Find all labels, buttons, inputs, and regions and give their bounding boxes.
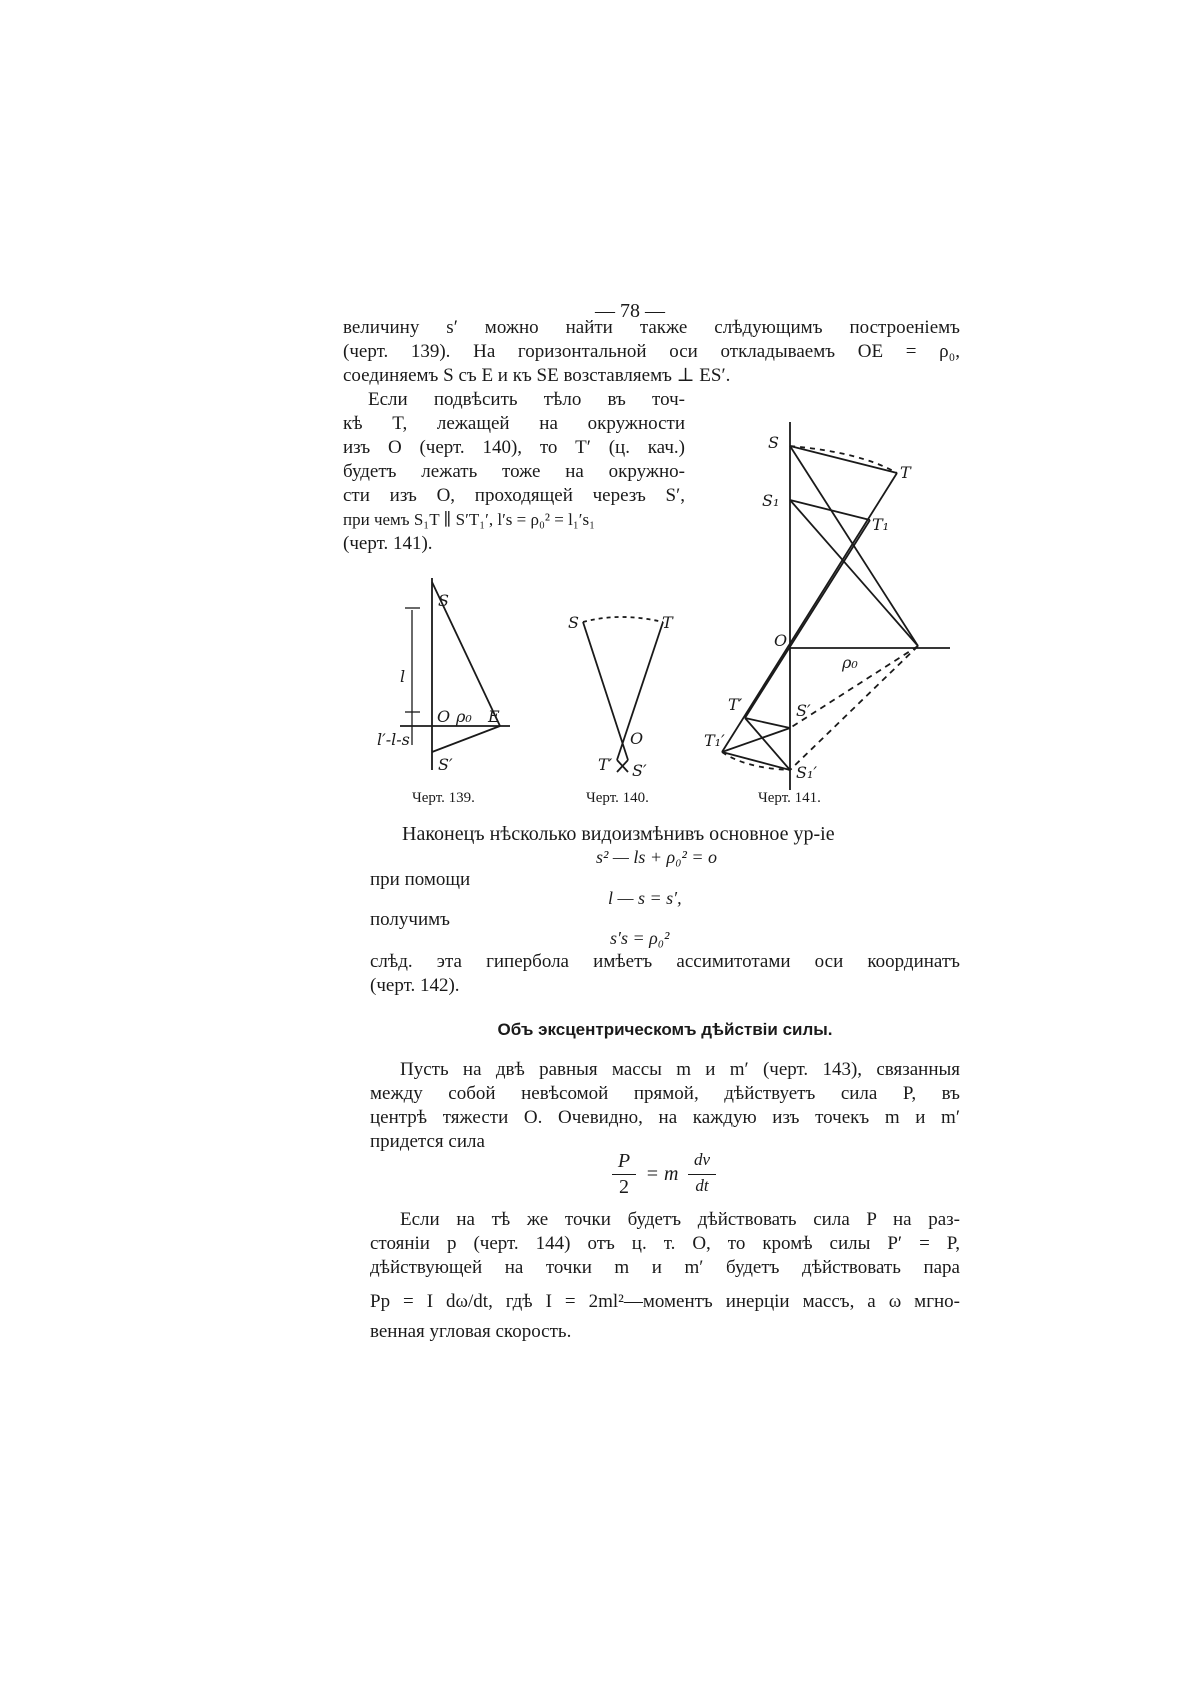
- equation: s² — ls + ρ₀² = o: [596, 847, 717, 867]
- fig141-label: T₁: [872, 515, 890, 534]
- fraction-numerator: P: [617, 1150, 631, 1172]
- figure-141: [722, 422, 950, 790]
- fig140-label: O: [630, 729, 644, 748]
- text-line: (черт. 139). На горизонтальной оси откладываемъ OE = ρ₀,: [343, 341, 960, 362]
- text-line: Pp = I dω/dt, гдѣ I = 2ml²—моментъ инерціи массъ, а ω мгно-: [370, 1291, 960, 1312]
- fig139-label: l: [400, 667, 406, 686]
- fig141-label: S: [768, 433, 779, 452]
- fig141-label: T: [900, 463, 911, 482]
- fig139-label: l′-l-s: [377, 730, 410, 749]
- text-line: дѣйствующей на точки m и m′ будетъ дѣйствовать пара: [370, 1257, 960, 1278]
- fraction-denominator: dt: [695, 1176, 709, 1195]
- equation-middle: = m: [645, 1163, 679, 1185]
- text-line: Если на тѣ же точки будетъ дѣйствовать сила P на раз-: [400, 1209, 960, 1230]
- text-line: (черт. 141).: [343, 533, 433, 554]
- fig139-label: O: [437, 707, 451, 726]
- fig140-label: S′: [632, 761, 647, 780]
- fig141-label: O: [774, 631, 788, 650]
- text-line: будетъ лежать тоже на окружно-: [343, 461, 685, 482]
- text-line: соединяемъ S съ E и къ SE возставляемъ ⊥ ES′.: [343, 365, 731, 386]
- text-line: между собой невѣсомой прямой, дѣйствуетъ сила P, въ: [370, 1083, 960, 1104]
- equation: s′s = ρ₀²: [610, 928, 670, 948]
- fig141-label: S₁: [762, 491, 780, 510]
- text-line: слѣд. эта гипербола имѣетъ ассимитотами оси координатъ: [370, 951, 960, 972]
- equation: l — s = s′,: [608, 888, 682, 908]
- text-line: изъ O (черт. 140), то T′ (ц. кач.): [343, 437, 685, 458]
- text-line: Если подвѣсить тѣло въ точ-: [368, 389, 685, 410]
- text-line: при помощи: [370, 869, 471, 890]
- section-heading: Объ эксцентрическомъ дѣйствіи силы.: [497, 1020, 833, 1039]
- fig140-label: T′: [598, 755, 613, 774]
- fraction-denominator: 2: [619, 1176, 629, 1198]
- fig141-label: T′: [728, 695, 743, 714]
- fraction-equation: [612, 1150, 732, 1202]
- text-line: (черт. 142).: [370, 975, 460, 996]
- text-line: величину s′ можно найти также слѣдующимъ построеніемъ: [343, 317, 960, 338]
- fig141-label: S′: [796, 701, 811, 720]
- text-line: Наконецъ нѣсколько видоизмѣнивъ основное ур-іе: [402, 823, 835, 845]
- text-line: кѣ T, лежащей на окружности: [343, 413, 685, 434]
- figure-caption: Черт. 141.: [758, 790, 821, 806]
- fig141-label: ρ₀: [842, 653, 858, 672]
- text-line: венная угловая скорость.: [370, 1321, 572, 1342]
- text-line: при чемъ S₁T ∥ S′T₁′, l′s = ρ₀² = l₁′s₁: [343, 510, 596, 529]
- text-line: стояніи p (черт. 144) отъ ц. т. O, то кромѣ силы P′ = P,: [370, 1233, 960, 1254]
- page-number: — 78 —: [595, 300, 665, 322]
- figure-140: [583, 617, 663, 772]
- text-line: Пусть на двѣ равныя массы m и m′ (черт. 143), связанныя: [400, 1059, 960, 1080]
- fig139-label: S: [438, 591, 449, 610]
- fraction-bar: [688, 1174, 716, 1175]
- figure-caption: Черт. 139.: [412, 790, 475, 806]
- figure-139: [400, 578, 510, 770]
- fig139-label: ρ₀: [456, 707, 472, 726]
- fig141-label: S₁′: [796, 763, 818, 782]
- fig140-label: S: [568, 613, 579, 632]
- text-line: придется сила: [370, 1131, 485, 1152]
- fig140-label: T: [662, 613, 673, 632]
- fraction-bar: [612, 1174, 636, 1175]
- figure-caption: Черт. 140.: [586, 790, 649, 806]
- fraction-numerator: dv: [693, 1150, 711, 1169]
- text-line: сти изъ O, проходящей черезъ S′,: [343, 485, 685, 506]
- fig139-label: S′: [438, 755, 453, 774]
- text-line: получимъ: [370, 909, 450, 930]
- text-line: центрѣ тяжести O. Очевидно, на каждую изъ точекъ m и m′: [370, 1107, 960, 1128]
- fig139-label: E: [488, 707, 500, 726]
- fig141-label: T₁′: [704, 731, 725, 750]
